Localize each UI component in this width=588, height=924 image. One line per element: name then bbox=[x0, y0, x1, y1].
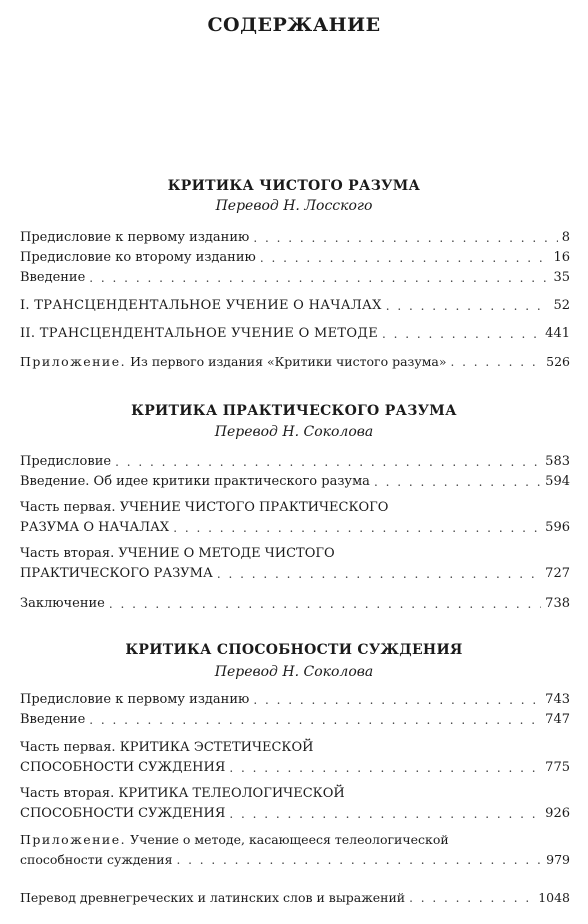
toc-entry-label-line1: Часть вторая. КРИТИКА ТЕЛЕОЛОГИЧЕСКОЙ bbox=[20, 786, 345, 801]
toc-entry-label: I. ТРАНСЦЕНДЕНТАЛЬНОЕ УЧЕНИЕ О НАЧАЛАХ bbox=[20, 298, 382, 313]
toc-entry-page: 743 bbox=[545, 692, 570, 707]
toc-entry-page: 52 bbox=[553, 298, 570, 313]
toc-entry[interactable] bbox=[20, 248, 570, 268]
leader-dots bbox=[109, 594, 541, 614]
toc-entry-label: Введение bbox=[20, 712, 86, 727]
toc-entry-label: Введение bbox=[20, 270, 86, 285]
leader-dots bbox=[115, 452, 541, 472]
toc-entry[interactable] bbox=[20, 472, 570, 492]
toc-entry[interactable] bbox=[20, 296, 570, 316]
leader-dots bbox=[260, 248, 550, 268]
toc-entry[interactable] bbox=[20, 452, 570, 472]
leader-dots bbox=[229, 758, 541, 778]
toc-entry-label-line1: Часть вторая. УЧЕНИЕ О МЕТОДЕ ЧИСТОГО bbox=[20, 546, 335, 561]
leader-dots bbox=[229, 804, 541, 824]
toc-entry-page: 16 bbox=[553, 250, 570, 265]
toc-entry-label-line2: СПОСОБНОСТИ СУЖДЕНИЯ bbox=[20, 806, 226, 821]
page-title: СОДЕРЖАНИЕ bbox=[207, 14, 381, 36]
toc-entry-label-line2: ПРАКТИЧЕСКОГО РАЗУМА bbox=[20, 566, 213, 581]
leader-dots bbox=[253, 690, 541, 710]
section-title-practical-reason: КРИТИКА ПРАКТИЧЕСКОГО РАЗУМА bbox=[131, 403, 457, 419]
toc-entry-label: Предисловие bbox=[20, 454, 112, 469]
toc-entry-page: 594 bbox=[545, 474, 570, 489]
toc-entry-page: 926 bbox=[545, 806, 570, 821]
toc-entry[interactable] bbox=[20, 268, 570, 288]
toc-entry[interactable] bbox=[20, 830, 570, 870]
leader-dots bbox=[176, 850, 542, 870]
toc-entry-label-line2: РАЗУМА О НАЧАЛАХ bbox=[20, 520, 170, 535]
toc-entry[interactable] bbox=[20, 710, 570, 730]
leader-dots bbox=[217, 564, 541, 584]
toc-entry-label-line1: Учение о методе, касающееся телеологической bbox=[130, 832, 449, 847]
toc-entry-label: Перевод древнегреческих и латинских слов и выражений bbox=[20, 890, 406, 905]
toc-entry[interactable] bbox=[20, 228, 570, 248]
leader-dots bbox=[386, 296, 550, 316]
toc-entry-page: 583 bbox=[545, 454, 570, 469]
toc-entry-page: 526 bbox=[546, 354, 570, 369]
section-translator-pure-reason: Перевод Н. Лосского bbox=[215, 198, 373, 214]
leader-dots bbox=[451, 352, 543, 372]
leader-dots bbox=[89, 268, 549, 288]
toc-entry-page: 8 bbox=[561, 230, 570, 245]
toc-entry[interactable] bbox=[20, 544, 570, 584]
toc-entry-page: 775 bbox=[545, 760, 570, 775]
toc-entry-page: 727 bbox=[545, 566, 570, 581]
leader-dots bbox=[374, 472, 541, 492]
leader-dots bbox=[173, 518, 541, 538]
toc-entry-label: Предисловие к первому изданию bbox=[20, 230, 250, 245]
toc-entry[interactable] bbox=[20, 594, 570, 614]
toc-entry-page: 747 bbox=[545, 712, 570, 727]
toc-entry[interactable] bbox=[20, 498, 570, 538]
toc-entry-prefix: Приложение. bbox=[20, 832, 127, 847]
toc-entry-label: II. ТРАНСЦЕНДЕНТАЛЬНОЕ УЧЕНИЕ О МЕТОДЕ bbox=[20, 326, 378, 341]
toc-entry-label: Предисловие ко второму изданию bbox=[20, 250, 256, 265]
toc-entry-label-line2: способности суждения bbox=[20, 852, 173, 867]
leader-dots bbox=[409, 888, 534, 908]
toc-entry-page: 1048 bbox=[538, 890, 570, 905]
toc-entry[interactable] bbox=[20, 738, 570, 778]
toc-entry[interactable] bbox=[20, 888, 570, 908]
toc-entry-page: 979 bbox=[546, 852, 570, 867]
section-title-judgment: КРИТИКА СПОСОБНОСТИ СУЖДЕНИЯ bbox=[125, 642, 463, 658]
leader-dots bbox=[382, 324, 541, 344]
toc-entry-label-line1: Часть первая. КРИТИКА ЭСТЕТИЧЕСКОЙ bbox=[20, 740, 314, 755]
leader-dots bbox=[253, 228, 557, 248]
toc-entry-prefix: Приложение. bbox=[20, 354, 127, 369]
section-translator-judgment: Перевод Н. Соколова bbox=[214, 664, 374, 680]
toc-entry[interactable] bbox=[20, 784, 570, 824]
section-translator-practical-reason: Перевод Н. Соколова bbox=[214, 424, 374, 440]
toc-entry-label: Из первого издания «Критики чистого разума» bbox=[130, 354, 447, 369]
toc-entry[interactable] bbox=[20, 352, 570, 372]
toc-entry-page: 596 bbox=[545, 520, 570, 535]
toc-entry-label: Введение. Об идее критики практического разума bbox=[20, 474, 370, 489]
toc-entry[interactable] bbox=[20, 690, 570, 710]
toc-entry-label: Заключение bbox=[20, 596, 105, 611]
toc-entry-label-line2: СПОСОБНОСТИ СУЖДЕНИЯ bbox=[20, 760, 226, 775]
toc-entry-label: Предисловие к первому изданию bbox=[20, 692, 250, 707]
toc-entry[interactable] bbox=[20, 324, 570, 344]
toc-entry-label-line1: Часть первая. УЧЕНИЕ ЧИСТОГО ПРАКТИЧЕСКОГО bbox=[20, 500, 389, 515]
toc-entry-page: 35 bbox=[553, 270, 570, 285]
toc-entry-page: 738 bbox=[545, 596, 570, 611]
toc-entry-page: 441 bbox=[545, 326, 570, 341]
leader-dots bbox=[89, 710, 541, 730]
section-title-pure-reason: КРИТИКА ЧИСТОГО РАЗУМА bbox=[167, 178, 421, 194]
